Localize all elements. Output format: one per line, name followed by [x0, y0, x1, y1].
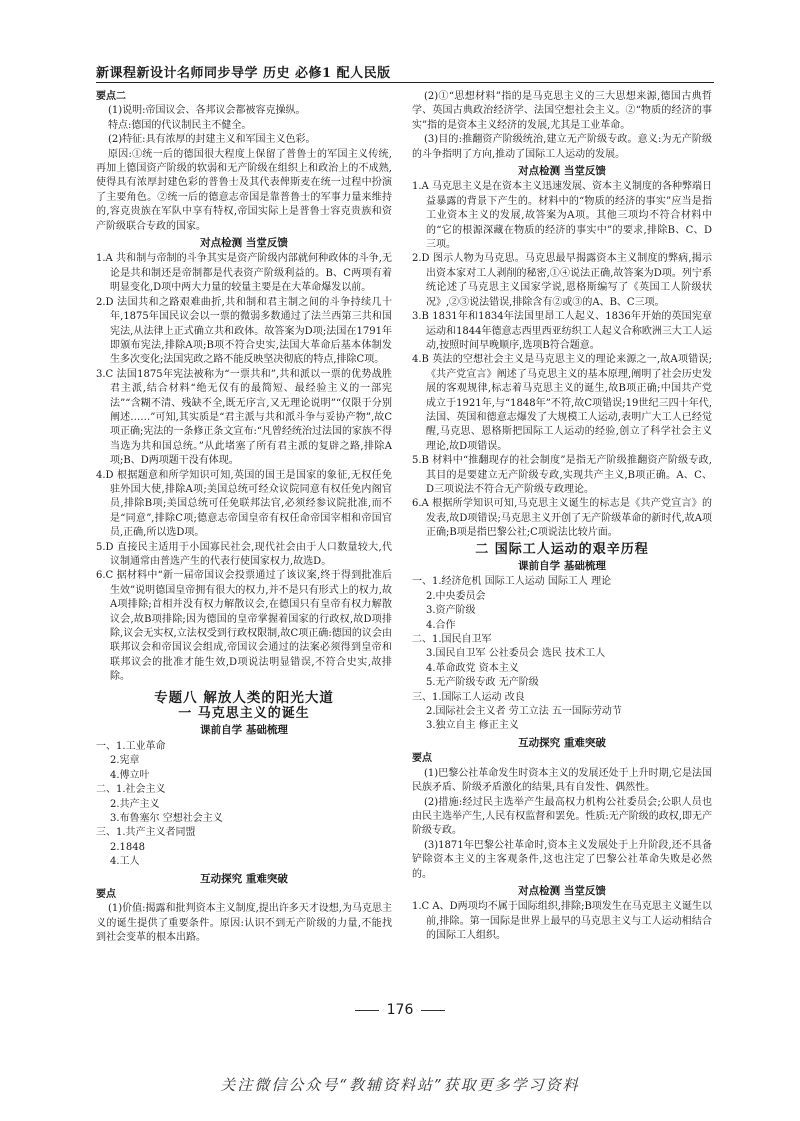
paragraph: (2)特征:具有浓厚的封建主义和军国主义色彩。 [108, 134, 316, 146]
answer-item: 2.D 法国共和之路艰难曲折,共和制和君主制之间的斗争持续几十年,1875年国民议会以一票的微弱多数通过了法兰西第三共和国宪法,从法律上正式确立共和政体。故答案为D项;法国在1791年即颁布宪法,排除A项;B项不符合史实,法国大革命后基本体制发生多次变化;法国宪政之路不能反映坚决彻底的特点,排除C项。 [96, 296, 392, 366]
section-heading: 对点检测 当堂反馈 [200, 237, 288, 250]
answer-item: 1.C A、D两项均不属于国际组织,排除;B项发生在马克思主义诞生以前,排除。第一国际是世界上最早的马克思主义与工人运动相结合的国际工人组织。 [412, 901, 712, 942]
list-item: 4.合作 [426, 619, 456, 631]
paragraph: (3)目的:推翻资产阶级统治,建立无产阶级专政。意义:为无产阶级的斗争指明了方向,推动了国际工人运动的发展。 [412, 134, 712, 160]
paragraph: (1)价值:揭露和批判资本主义制度,提出许多天才设想,为马克思主义的诞生提供了重要条件。原因:认识不到无产阶级的力量,不能找到社会变革的根本出路。 [96, 903, 392, 944]
paragraph: (1)巴黎公社革命发生时资本主义的发展还处于上升时期,它是法国民族矛盾、阶级矛盾激化的结果,具有自发性、偶然性。 [412, 767, 712, 794]
key-point-heading: 要点 [412, 753, 432, 765]
answer-item: 1.A 共和制与帝制的斗争其实是资产阶级内部就何种政体的斗争,无论是共和制还是帝制都是代表资产阶级利益的。B、C两项有着明显变化,D项中两大力量的较量主要是在大革命爆发以前。 [96, 253, 392, 294]
left-column [96, 90, 392, 946]
paragraph: (1)说明:帝国议会、各邦议会都被容克操纵。 [108, 105, 306, 117]
answer-item: 1.A 马克思主义是在资本主义迅速发展、资本主义制度的各种弊端日益暴露的背景下产生的。材料中的“物质的经济的事实”应当是指工业资本主义的发展,故答案为A项。其他三项均不符合材料中的“它的根源深藏在物质的经济的事实中”的要求,排除B、C、D三项。 [412, 181, 712, 251]
list-item: 2.1848 [110, 841, 145, 853]
list-item: 三、1.国际工人运动 改良 [412, 691, 525, 703]
section-heading: 对点检测 当堂反馈 [518, 884, 606, 897]
list-item: 2.中央委员会 [426, 590, 486, 602]
running-header: 新课程新设计名师同步导学 历史 必修1 配人民版 [96, 66, 391, 81]
lesson-title: 一 马克思主义的诞生 [178, 706, 310, 722]
list-item: 3.独立自主 修正主义 [426, 720, 519, 732]
answer-item: 3.C 法国1875年宪法被称为“一票共和”,共和派以一票的优势战胜君主派,结合材料“绝无仅有的最简短、最经验主义的一部宪法”“含糊不清、残缺不全,既无序言,又无理论说明”“仅限于分别阐述……”可知,其实质是“君主派与共和派斗争与妥协产物”,故C项正确;宪法的一条修正条文宣布:“凡曾经统治过法国的家族不得当选为共和国总统。”从此堵塞了所有君主派的复辟之路,排除A项;B、D两项题干没有体现。 [96, 368, 392, 467]
list-item: 5.无产阶级专政 无产阶级 [426, 677, 539, 689]
header-rule [96, 82, 714, 83]
list-item: 2.宪章 [110, 755, 140, 767]
key-point-heading: 要点 [96, 888, 116, 900]
answer-item: 6.A 根据所学知识可知,马克思主义诞生的标志是《共产党宣言》的发表,故D项错误;马克思主义开创了无产阶级革命的新时代,故A项正确;B项是指巴黎公社;C项说法比较片面。 [412, 498, 712, 539]
section-heading: 课前自学 基础梳理 [200, 724, 288, 737]
answer-item: 5.B 材料中“推翻现存的社会制度”是指无产阶级推翻资产阶级专政,其目的是要建立无产阶级专政,实现共产主义,B项正确。A、C、D三项说法不符合无产阶级专政理论。 [412, 455, 712, 495]
paragraph: (2)措施:经过民主选举产生最高权力机构公社委员会;公职人员也由民主选举产生,人民有权监督和罢免。性质:无产阶级的政权,即无产阶级专政。 [412, 796, 712, 837]
list-item: 一、1.工业革命 [96, 740, 166, 752]
topic-title: 专题八 解放人类的阳光大道 [154, 689, 334, 706]
answer-item: 4.B 英法的空想社会主义是马克思主义的理论来源之一,故A项错误;《共产党宣言》阐述了马克思主义的基本原理,阐明了社会历史发展的客观规律,标志着马克思主义的诞生,故B项正确;中国共产党成立于1921年,与“1848年”不符,故C项错误;19世纪三四十年代,法国、英国和德意志爆发了大规模工人运动,表明广大工人已经觉醒,马克思、恩格斯把国际工人运动的经验,创立了科学社会主义理论,故D项错误。 [412, 354, 712, 452]
page-number: 176 [0, 1002, 800, 1018]
answer-item: 6.C 据材料中“新一届帝国议会投票通过了该议案,终于得到批准后生效”说明德国皇帝拥有很大的权力,并不是只有形式上的权力,故A项排除;首相并没有权力解散议会,在德国只有皇帝有权力解散议会,故B项排除;因为德国的皇帝掌握着国家的行政权,故D项排除,议会无实权,立法权受到行政权限制,故C项正确:德国的议会由联邦议会和帝国议会组成,帝国议会通过的法案必须得到皇帝和联邦议会的批准才能生效,D项说法明显错误,不符合史实,故排除。 [96, 570, 392, 683]
list-item: 3.国民自卫军 公社委员会 选民 技术工人 [426, 648, 606, 660]
list-item: 二、1.国民自卫军 [412, 634, 492, 646]
answer-item: 3.B 1831年和1834年法国里昂工人起义、1836年开始的英国宪章运动和1844年德意志西里西亚纺织工人起义合称欧洲三大工人运动,按照时间早晚顺序,选项B符合题意。 [412, 311, 712, 351]
list-item: 4.工人 [110, 856, 140, 868]
footer-note: 关注微信公众号“教辅资料站”获取更多学习资料 [220, 1076, 580, 1094]
lesson-title: 二 国际工人运动的艰辛历程 [475, 541, 649, 557]
section-heading: 互动探究 重难突破 [200, 872, 288, 885]
list-item: 三、1.共产主义者同盟 [96, 827, 196, 839]
list-item: 一、1.经济危机 国际工人运动 国际工人 理论 [412, 576, 612, 588]
section-heading: 课前自学 基础梳理 [518, 560, 606, 572]
list-item: 3.布鲁塞尔 空想社会主义 [110, 812, 223, 824]
answer-item: 5.D 直接民主适用于小国寡民社会,现代社会由于人口数量较大,代议制通常由普选产生的代表行使国家权力,故选D。 [96, 541, 392, 567]
paragraph: 原因:①统一后的德国很大程度上保留了普鲁士的军国主义传统,再加上德国资产阶级的软弱和无产阶级在组织上和政治上的不成熟,使得具有浓厚封建色彩的普鲁士及其代表俾斯麦在统一过程中扮演了主要角色。②统一后的德意志帝国是靠普鲁士的军事力量来维持的,容克贵族在军队中享有特权,帝国实际上是普鲁士容克贵族和资产阶级联合专政的国家。 [96, 148, 392, 232]
paragraph: (2)①“思想材料”指的是马克思主义的三大思想来源,德国古典哲学、英国古典政治经济学、法国空想社会主义。②“物质的经济的事实”指的是资本主义经济的发展,尤其是工业革命。 [412, 91, 712, 131]
key-point-heading: 要点二 [96, 91, 126, 102]
list-item: 2.共产主义 [110, 798, 160, 810]
list-item: 2.国际社会主义者 劳工立法 五一国际劳动节 [426, 706, 622, 718]
paragraph: (3)1871年巴黎公社革命时,资本主义发展处于上升阶段,还不具备铲除资本主义的主客观条件,这也注定了巴黎公社革命失败是必然的。 [412, 839, 712, 880]
list-item: 3.资产阶级 [426, 605, 476, 617]
paragraph: 特点:德国的代议制民主不健全。 [108, 119, 252, 131]
right-column [412, 90, 712, 944]
answer-item: 2.D 图示人物为马克思。马克思最早揭露资本主义制度的弊病,揭示出资本家对工人剥削的秘密,①④说法正确,故答案为D项。列宁系统论述了马克思主义国家学说,恩格斯编写了《英国工人阶级状况》,②③说法错误,排除含有②或③的A、B、C三项。 [412, 253, 712, 308]
list-item: 4.傅立叶 [110, 769, 150, 781]
answer-item: 4.D 根据题意和所学知识可知,英国的国王是国家的象征,无权任免驻外国大使,排除A项;美国总统可经众议院同意有权任免内阁官员,排除B项;美国总统可任免联邦法官,必须经参议院批准,而不是“同意”,排除C项;德意志帝国皇帝有权任命帝国宰相和帝国官员,正确,所以选D项。 [96, 469, 392, 539]
list-item: 4.革命政党 资本主义 [426, 662, 519, 674]
list-item: 二、1.社会主义 [96, 784, 166, 796]
section-heading: 互动探究 重难突破 [518, 736, 606, 749]
section-heading: 对点检测 当堂反馈 [518, 165, 606, 178]
